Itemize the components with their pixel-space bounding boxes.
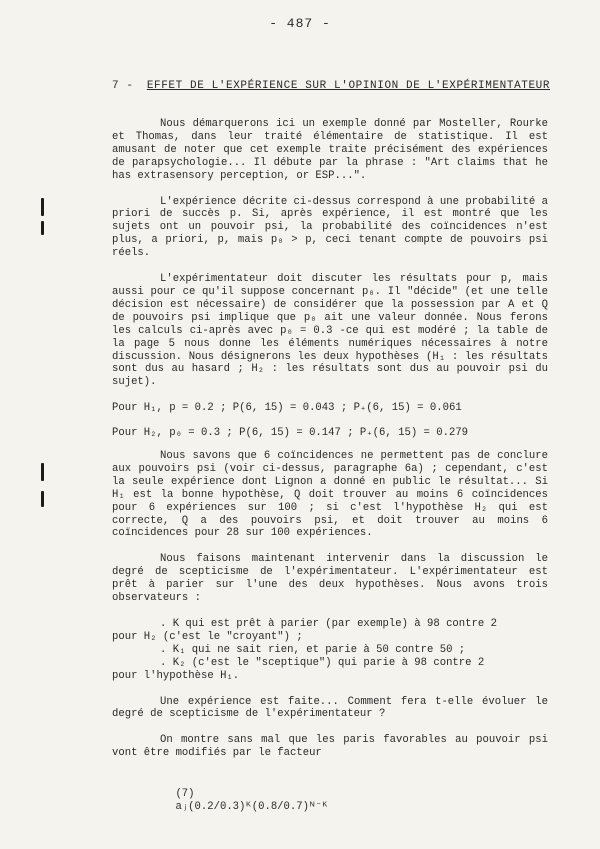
section-number: 7 - (112, 80, 134, 92)
margin-mark (41, 221, 44, 235)
paragraph: On montre sans mal que les paris favorables au pouvoir psi vont être modifiés par le facteur (112, 734, 548, 760)
paragraph: L'expérience décrite ci-dessus correspond à une probabilité a priori de succès p. Si, après expérience, il est montré que les sujets ont un pouvoir psi, la probabilité des coïncidences n'est plus, a priori, p, mais p₀ > p, ceci tenant compte de pouvoirs psi réels. (112, 195, 548, 260)
paragraph: Nous démarquerons ici un exemple donné par Mosteller, Rourke et Thomas, dans leur traité élémentaire de statistique. Il est amusant de noter que cet exemple traite précisément des expériences de parapsychologie... Il débute par la phrase : "Art claims that he has extrasensory perception, or ESP...". (112, 118, 548, 182)
margin-mark (41, 491, 44, 507)
margin-mark (41, 198, 44, 216)
list-item: . K qui est prêt à parier (par exemple) à 98 contre 2 (160, 618, 497, 630)
section-heading (112, 80, 550, 92)
paragraph: Nous faisons maintenant intervenir dans la discussion le degré de scepticisme de l'expérimentateur. L'expérimentateur est prêt à parier sur l'une des deux hypothèses. Nous avons trois observateurs : (112, 553, 548, 605)
equation-number: (7) (175, 788, 195, 800)
observer-list (112, 618, 548, 683)
list-item: pour H₂ (c'est le "croyant") ; (112, 630, 303, 643)
paragraph: Nous savons que 6 coïncidences ne permettent pas de conclure aux pouvoirs psi (voir ci-dessus, paragraphe 6a) ; cependant, c'est la seule expérience dont Lignon a donné en public le résultat... Si H₁ est la bonne hypothèse, Q doit trouver au moins 6 coïncidences pour 6 expériences sur 100 ; si c'est l'hypothèse H₂ qui est correcte, Q a des pouvoirs psi, et doit trouver au moins 6 coïncidences pour 28 sur 100 expériences. (112, 450, 548, 540)
list-item: . K₁ qui ne sait rien, et parie à 50 contre 50 ; (160, 643, 466, 656)
equation (150, 776, 328, 825)
formula-line: Pour H₂, p₀ = 0.3 ; P(6, 15) = 0.147 ; P₊(6, 15) = 0.279 (112, 427, 469, 440)
page-number: - 487 - (269, 16, 331, 31)
paragraph: Une expérience est faite... Comment fera t-elle évoluer le degré de scepticisme de l'expérimentateur ? (112, 695, 548, 721)
formula-line: Pour H₁, p = 0.2 ; P(6, 15) = 0.043 ; P₊(6, 15) = 0.061 (112, 402, 462, 415)
margin-mark (41, 463, 44, 481)
list-item: . K₂ (c'est le "sceptique") qui parie à 98 contre 2 (160, 656, 485, 669)
paragraph: L'expérimentateur doit discuter les résultats pour p, mais aussi pour ce qu'il suppose concernant p₀. Il "décide" (et une telle décision est nécessaire) de considérer que la possession par A et Q de pouvoirs psi implique que p₀ ait une valeur donnée. Nous ferons les calculs ci-après avec p₀ = 0.3 -ce qui est modéré ; la table de la page 5 nous donne les éléments numériques nécessaires à notre discussion. Nous désignerons les deux hypothèses (H₁ : les résultats sont dus au hasard ; H₂ : les résultats sont dus au pouvoir psi du sujet). (112, 273, 548, 389)
document-body (112, 118, 548, 760)
equation-expression: aⱼ(0.2/0.3)ᴷ(0.8/0.7)ᴺ⁻ᴷ (175, 801, 329, 813)
section-title: EFFET DE L'EXPÉRIENCE SUR L'OPINION DE L'EXPÉRIMENTATEUR (146, 80, 551, 92)
list-item: pour l'hypothèse H₁. (112, 669, 240, 682)
